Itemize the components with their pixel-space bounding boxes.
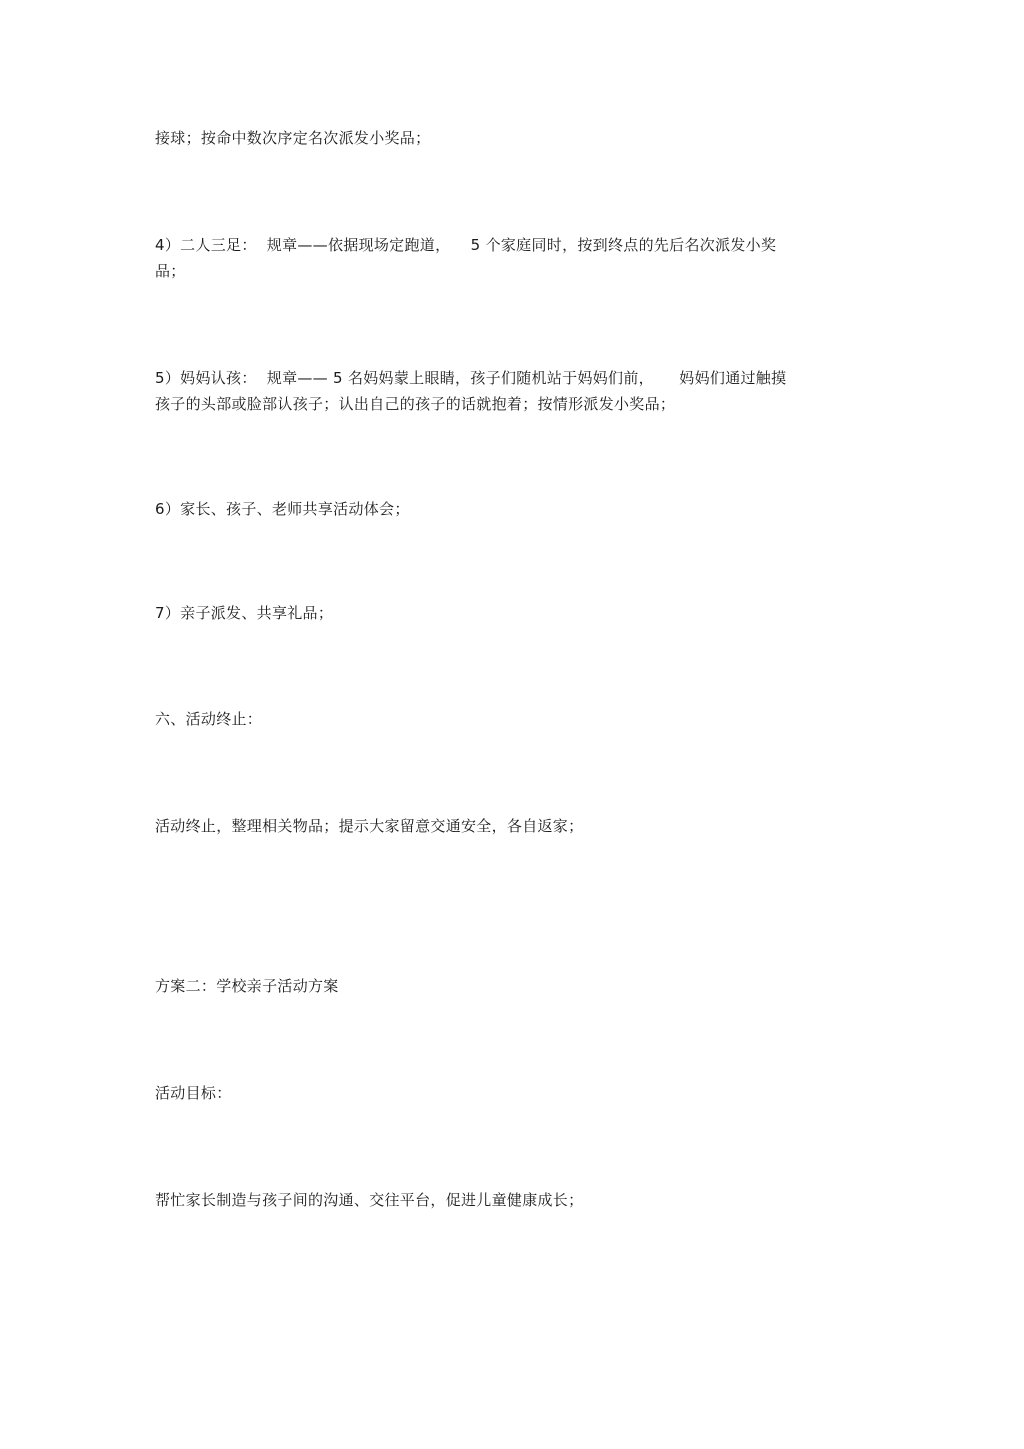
- text-line-4: 5）妈妈认孩： 规章—— 5 名妈妈蒙上眼睛，孩子们随机站于妈妈们前， 妈妈们通过触摸: [155, 369, 787, 387]
- plan-two-heading: 方案二：学校亲子活动方案: [155, 977, 339, 995]
- section-heading-6: 六、活动终止：: [155, 710, 263, 728]
- text-line-3: 品；: [155, 262, 186, 280]
- activity-goal-heading: 活动目标：: [155, 1084, 232, 1102]
- text-line-9: 活动终止，整理相关物品；提示大家留意交通安全，各自返家；: [155, 817, 584, 835]
- text-line-1: 接球；按命中数次序定名次派发小奖品；: [155, 129, 431, 147]
- text-line-6: 6）家长、孩子、老师共享活动体会；: [155, 500, 410, 518]
- text-line-5: 孩子的头部或脸部认孩子；认出自己的孩子的话就抱着；按情形派发小奖品；: [155, 395, 676, 413]
- text-line-2: 4）二人三足： 规章——依据现场定跑道， 5 个家庭同时，按到终点的先后名次派发小奖: [155, 236, 777, 254]
- text-line-12: 帮忙家长制造与孩子间的沟通、交往平台，促进儿童健康成长；: [155, 1191, 584, 1209]
- text-line-7: 7）亲子派发、共享礼品；: [155, 604, 334, 622]
